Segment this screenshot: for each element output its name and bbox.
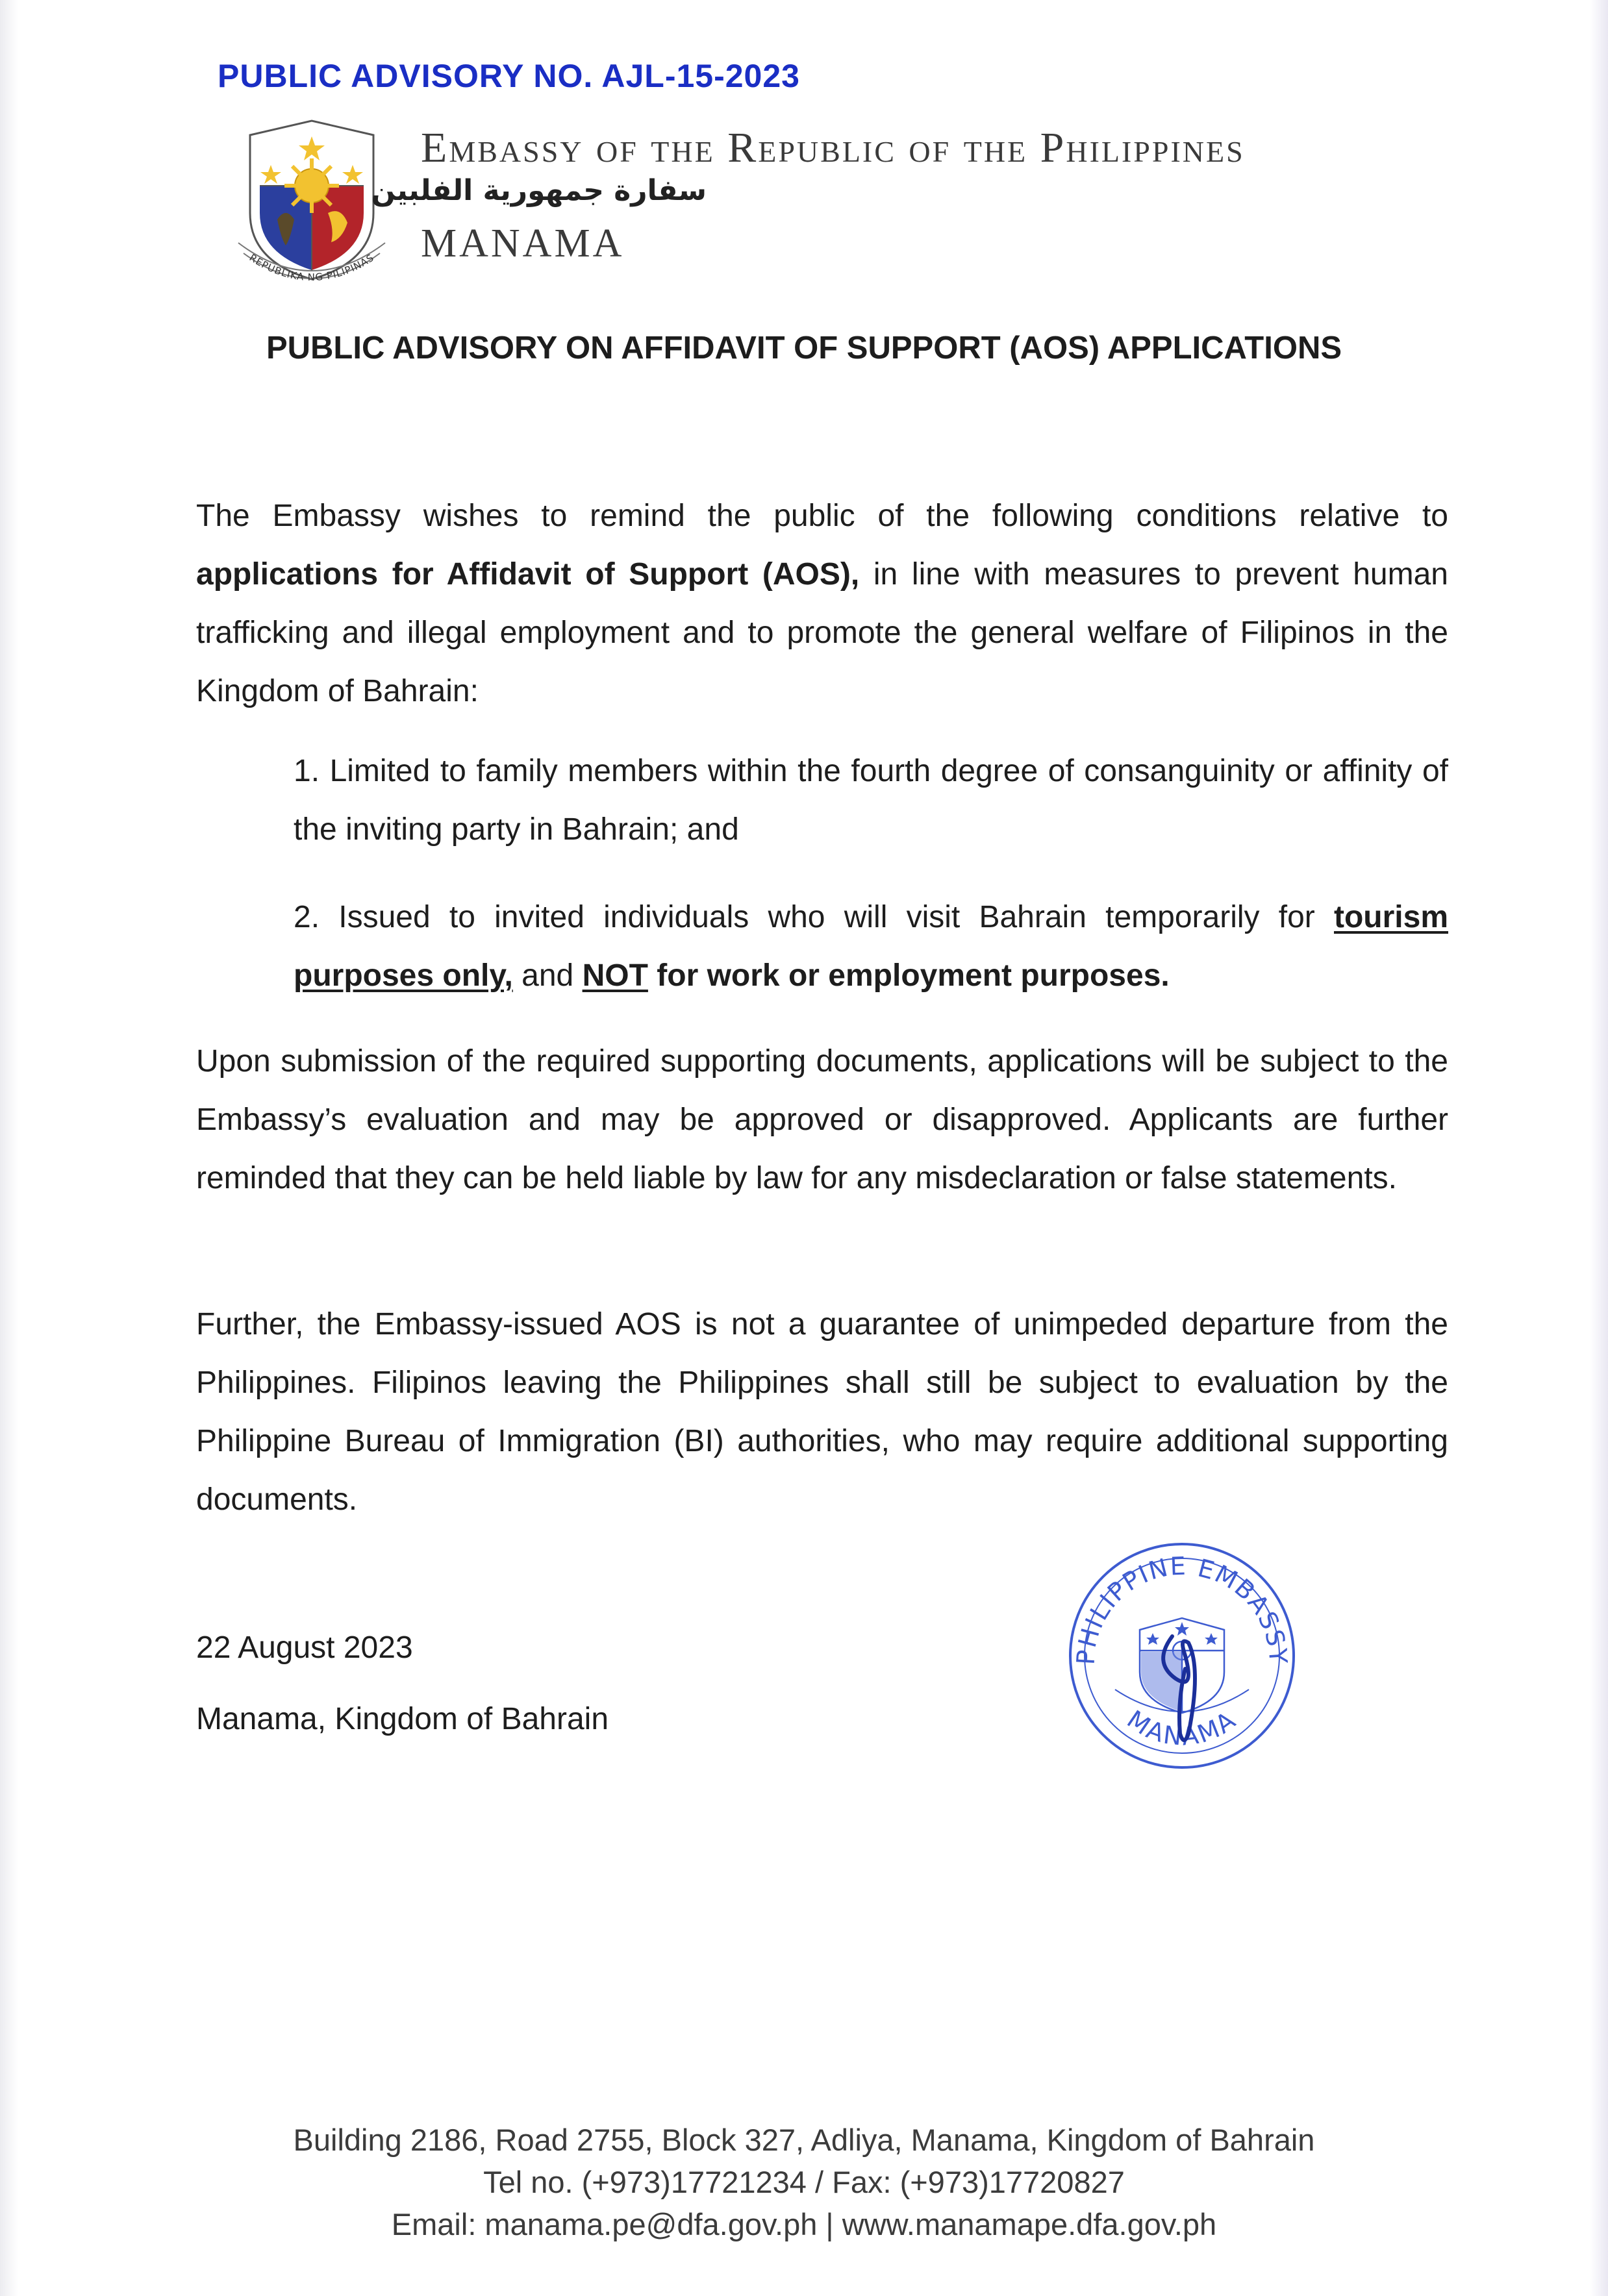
intro-text-2: in line with measures to prevent human trafficking and illegal employment and to promote the general welfare of Filipinos in the Kingdom of Bahrain:	[196, 557, 1448, 708]
stamp-bottom-text: MANAMA	[1122, 1704, 1242, 1751]
item2-bold-end: for work or employment purposes.	[647, 958, 1170, 993]
embassy-stamp-icon	[1055, 1539, 1309, 1773]
intro-text-1: The Embassy wishes to remind the public of the following conditions relative to	[196, 499, 1448, 533]
item2-not: NOT	[582, 958, 648, 993]
embassy-city: MANAMA	[421, 221, 625, 266]
evaluation-paragraph: Upon submission of the required supporting documents, applications will be subject to the Embassy’s evaluation and may be approved or disapproved. Applicants are further reminded that they can be held liable by law for any misdeclaration or false statements.	[196, 1044, 1448, 1195]
departure-paragraph: Further, the Embassy-issued AOS is not a guarantee of unimpeded departure from the Philippines. Filipinos leaving the Philippines shall still be subject to evaluation by the Philippine Bureau of Immigration (BI) authorities, who may require additional supporting documents.	[196, 1307, 1448, 1517]
stamp-top-text: PHILIPPINE EMBASSY	[1071, 1551, 1293, 1666]
condition-item-2	[294, 888, 1448, 1005]
embassy-name: Embassy of the Republic of the Philippines	[421, 124, 1245, 171]
issue-date: 22 August 2023	[196, 1630, 413, 1665]
embassy-name-arabic: سفارة جمهورية الفلبين	[371, 174, 707, 207]
advisory-number: PUBLIC ADVISORY NO. AJL-15-2023	[218, 58, 800, 94]
item2-text-1: 2. Issued to invited individuals who will visit Bahrain temporarily for	[294, 900, 1334, 934]
issue-place: Manama, Kingdom of Bahrain	[196, 1702, 609, 1736]
intro-text-bold: applications for Affidavit of Support (AOS),	[196, 557, 860, 592]
footer-contact: Email: manama.pe@dfa.gov.ph | www.manamape.dfa.gov.ph	[391, 2207, 1217, 2241]
item2-underlined: tourism purposes only,	[294, 900, 1448, 993]
footer-address: Building 2186, Road 2755, Block 327, Adliya, Manama, Kingdom of Bahrain	[293, 2123, 1315, 2157]
condition-item-1: 1. Limited to family members within the fourth degree of consanguinity or affinity of the inviting party in Bahrain; and	[294, 754, 1448, 847]
intro-paragraph	[196, 487, 1448, 721]
seal-motto: REPUBLIKA NG PILIPINAS	[247, 251, 377, 284]
footer-phone: Tel no. (+973)17721234 / Fax: (+973)17720827	[483, 2165, 1125, 2199]
item2-text-2: and	[512, 958, 583, 993]
document-title: PUBLIC ADVISORY ON AFFIDAVIT OF SUPPORT (AOS) APPLICATIONS	[266, 331, 1342, 366]
